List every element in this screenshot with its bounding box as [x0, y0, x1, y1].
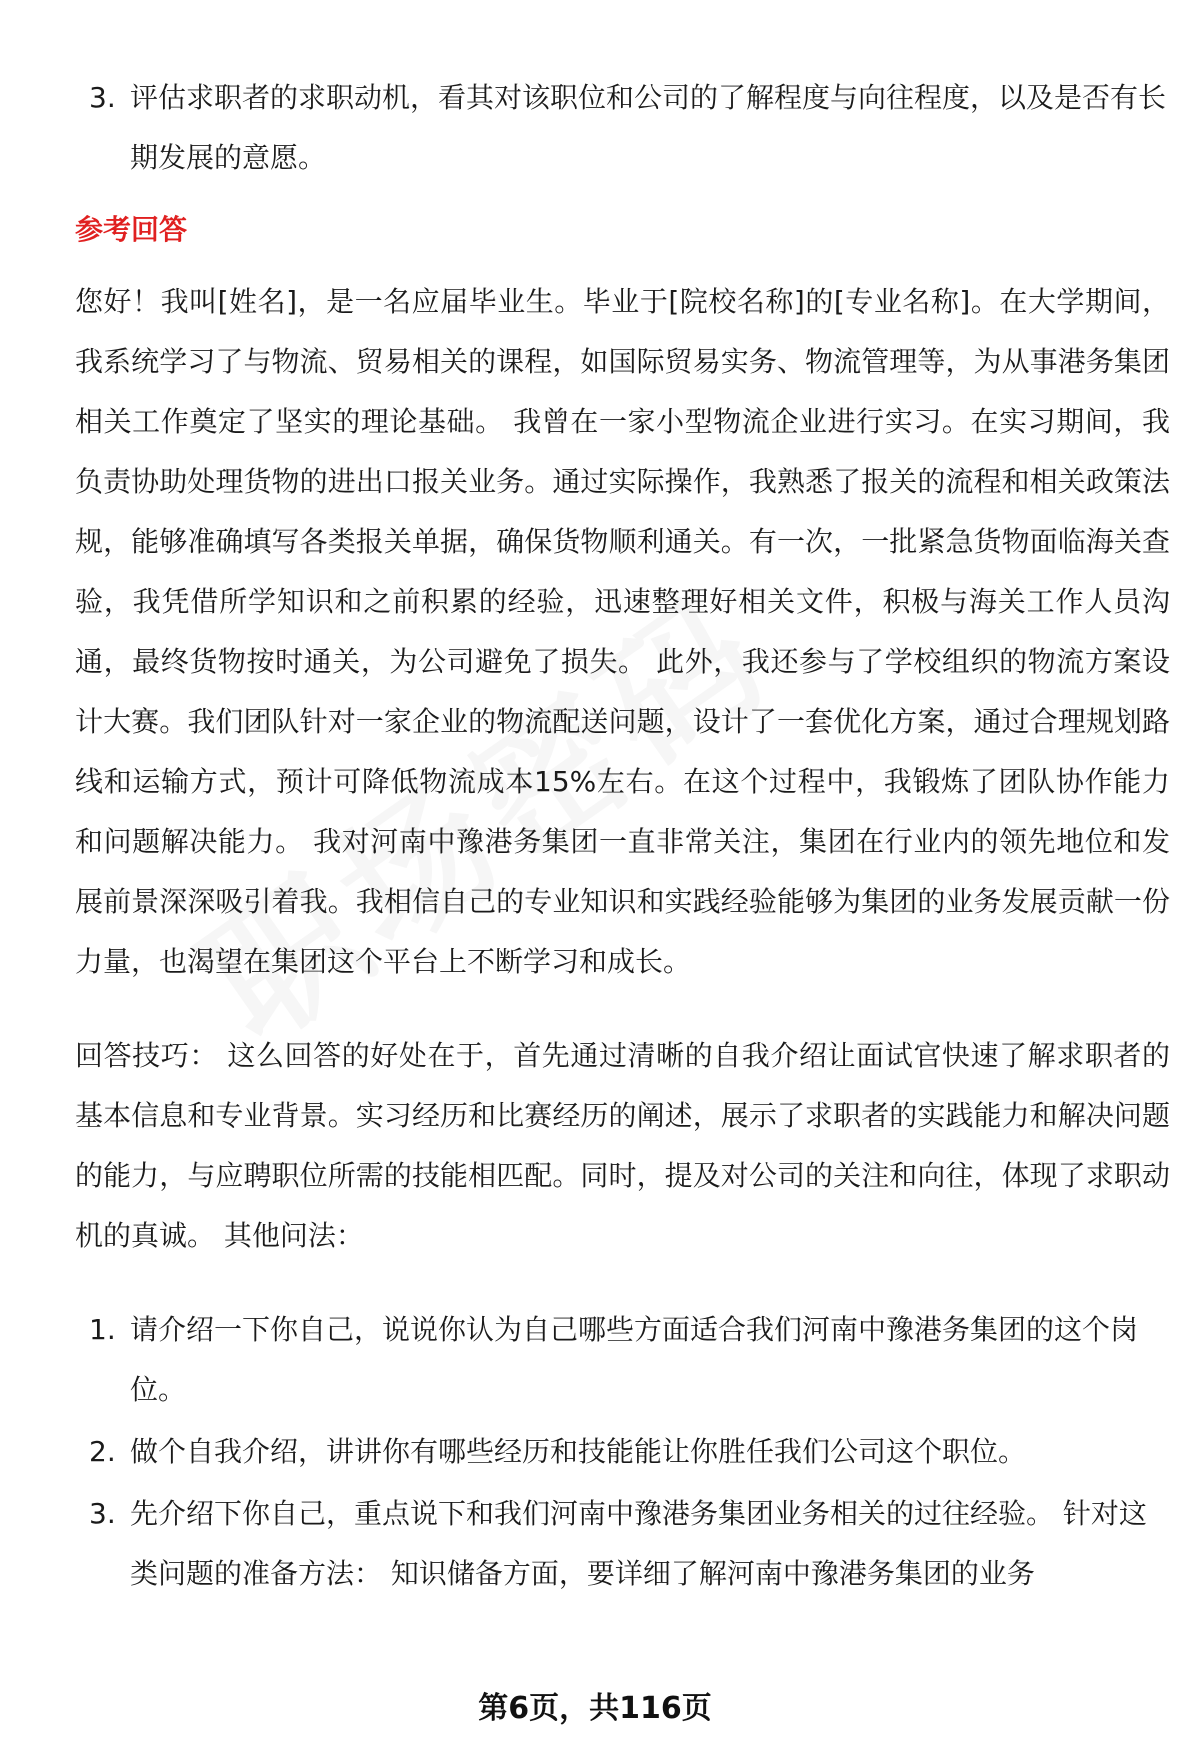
- list-item-text: 先介绍下你自己，重点说下和我们河南中豫港务集团业务相关的过往经验。 针对这类问题的准备方法： 知识储备方面，要详细了解河南中豫港务集团的业务: [130, 1497, 1147, 1590]
- list-item-text: 请介绍一下你自己，说说你认为自己哪些方面适合我们河南中豫港务集团的这个岗位。: [130, 1313, 1139, 1406]
- list-item-number: 3.: [89, 81, 116, 114]
- list-item-number: 1.: [89, 1313, 116, 1346]
- reference-answer: 您好！我叫[姓名]，是一名应届毕业生。毕业于[院校名称]的[专业名称]。在大学期间，我系统学习了与物流、贸易相关的课程，如国际贸易实务、物流管理等，为从事港务集团相关工作奠定了坚实的理论基础。 我曾在一家小型物流企业进行实习。在实习期间，我负责协助处理货物的进出口报关业务。通过实际操作，我熟悉了报关的流程和相关政策法规，能够准确填写各类报关单据，确保货物顺利通关。有一次，一批紧急货物面临海关查验，我凭借所学知识和之前积累的经验，迅速整理好相关文件，积极与海关工作人员沟通，最终货物按时通关，为公司避免了损失。 此外，我还参与了学校组织的物流方案设计大赛。我们团队针对一家企业的物流配送问题，设计了一套优化方案，通过合理规划路线和运输方式，预计可降低物流成本15%左右。在这个过程中，我锻炼了团队协作能力和问题解决能力。 我对河南中豫港务集团一直非常关注，集团在行业内的领先地位和发展前景深深吸引着我。我相信自己的专业知识和实践经验能够为集团的业务发展贡献一份力量，也渴望在集团这个平台上不断学习和成长。: [75, 285, 1170, 978]
- page-content: [75, 68, 1170, 1606]
- list-item-number: 3.: [89, 1497, 116, 1530]
- answer-tips: 回答技巧： 这么回答的好处在于，首先通过清晰的自我介绍让面试官快速了解求职者的基本信息和专业背景。实习经历和比赛经历的阐述，展示了求职者的实践能力和解决问题的能力，与应聘职位所需的技能相匹配。同时，提及对公司的关注和向往，体现了求职动机的真诚。 其他问法：: [75, 1039, 1170, 1252]
- page-number-footer: 第6页，共116页: [478, 1691, 712, 1726]
- evaluation-list: [75, 68, 1170, 188]
- list-item-text: 评估求职者的求职动机，看其对该职位和公司的了解程度与向往程度，以及是否有长期发展的意愿。: [130, 81, 1167, 174]
- section-title: 参考回答: [75, 213, 188, 246]
- alternative-questions-list: [75, 1300, 1170, 1604]
- list-item-number: 2.: [89, 1435, 116, 1468]
- list-item: [75, 1300, 1170, 1420]
- list-item: [75, 1484, 1170, 1604]
- list-item-text: 做个自我介绍，讲讲你有哪些经历和技能能让你胜任我们公司这个职位。: [130, 1435, 1027, 1468]
- list-item: [75, 68, 1170, 188]
- list-item: [75, 1422, 1170, 1482]
